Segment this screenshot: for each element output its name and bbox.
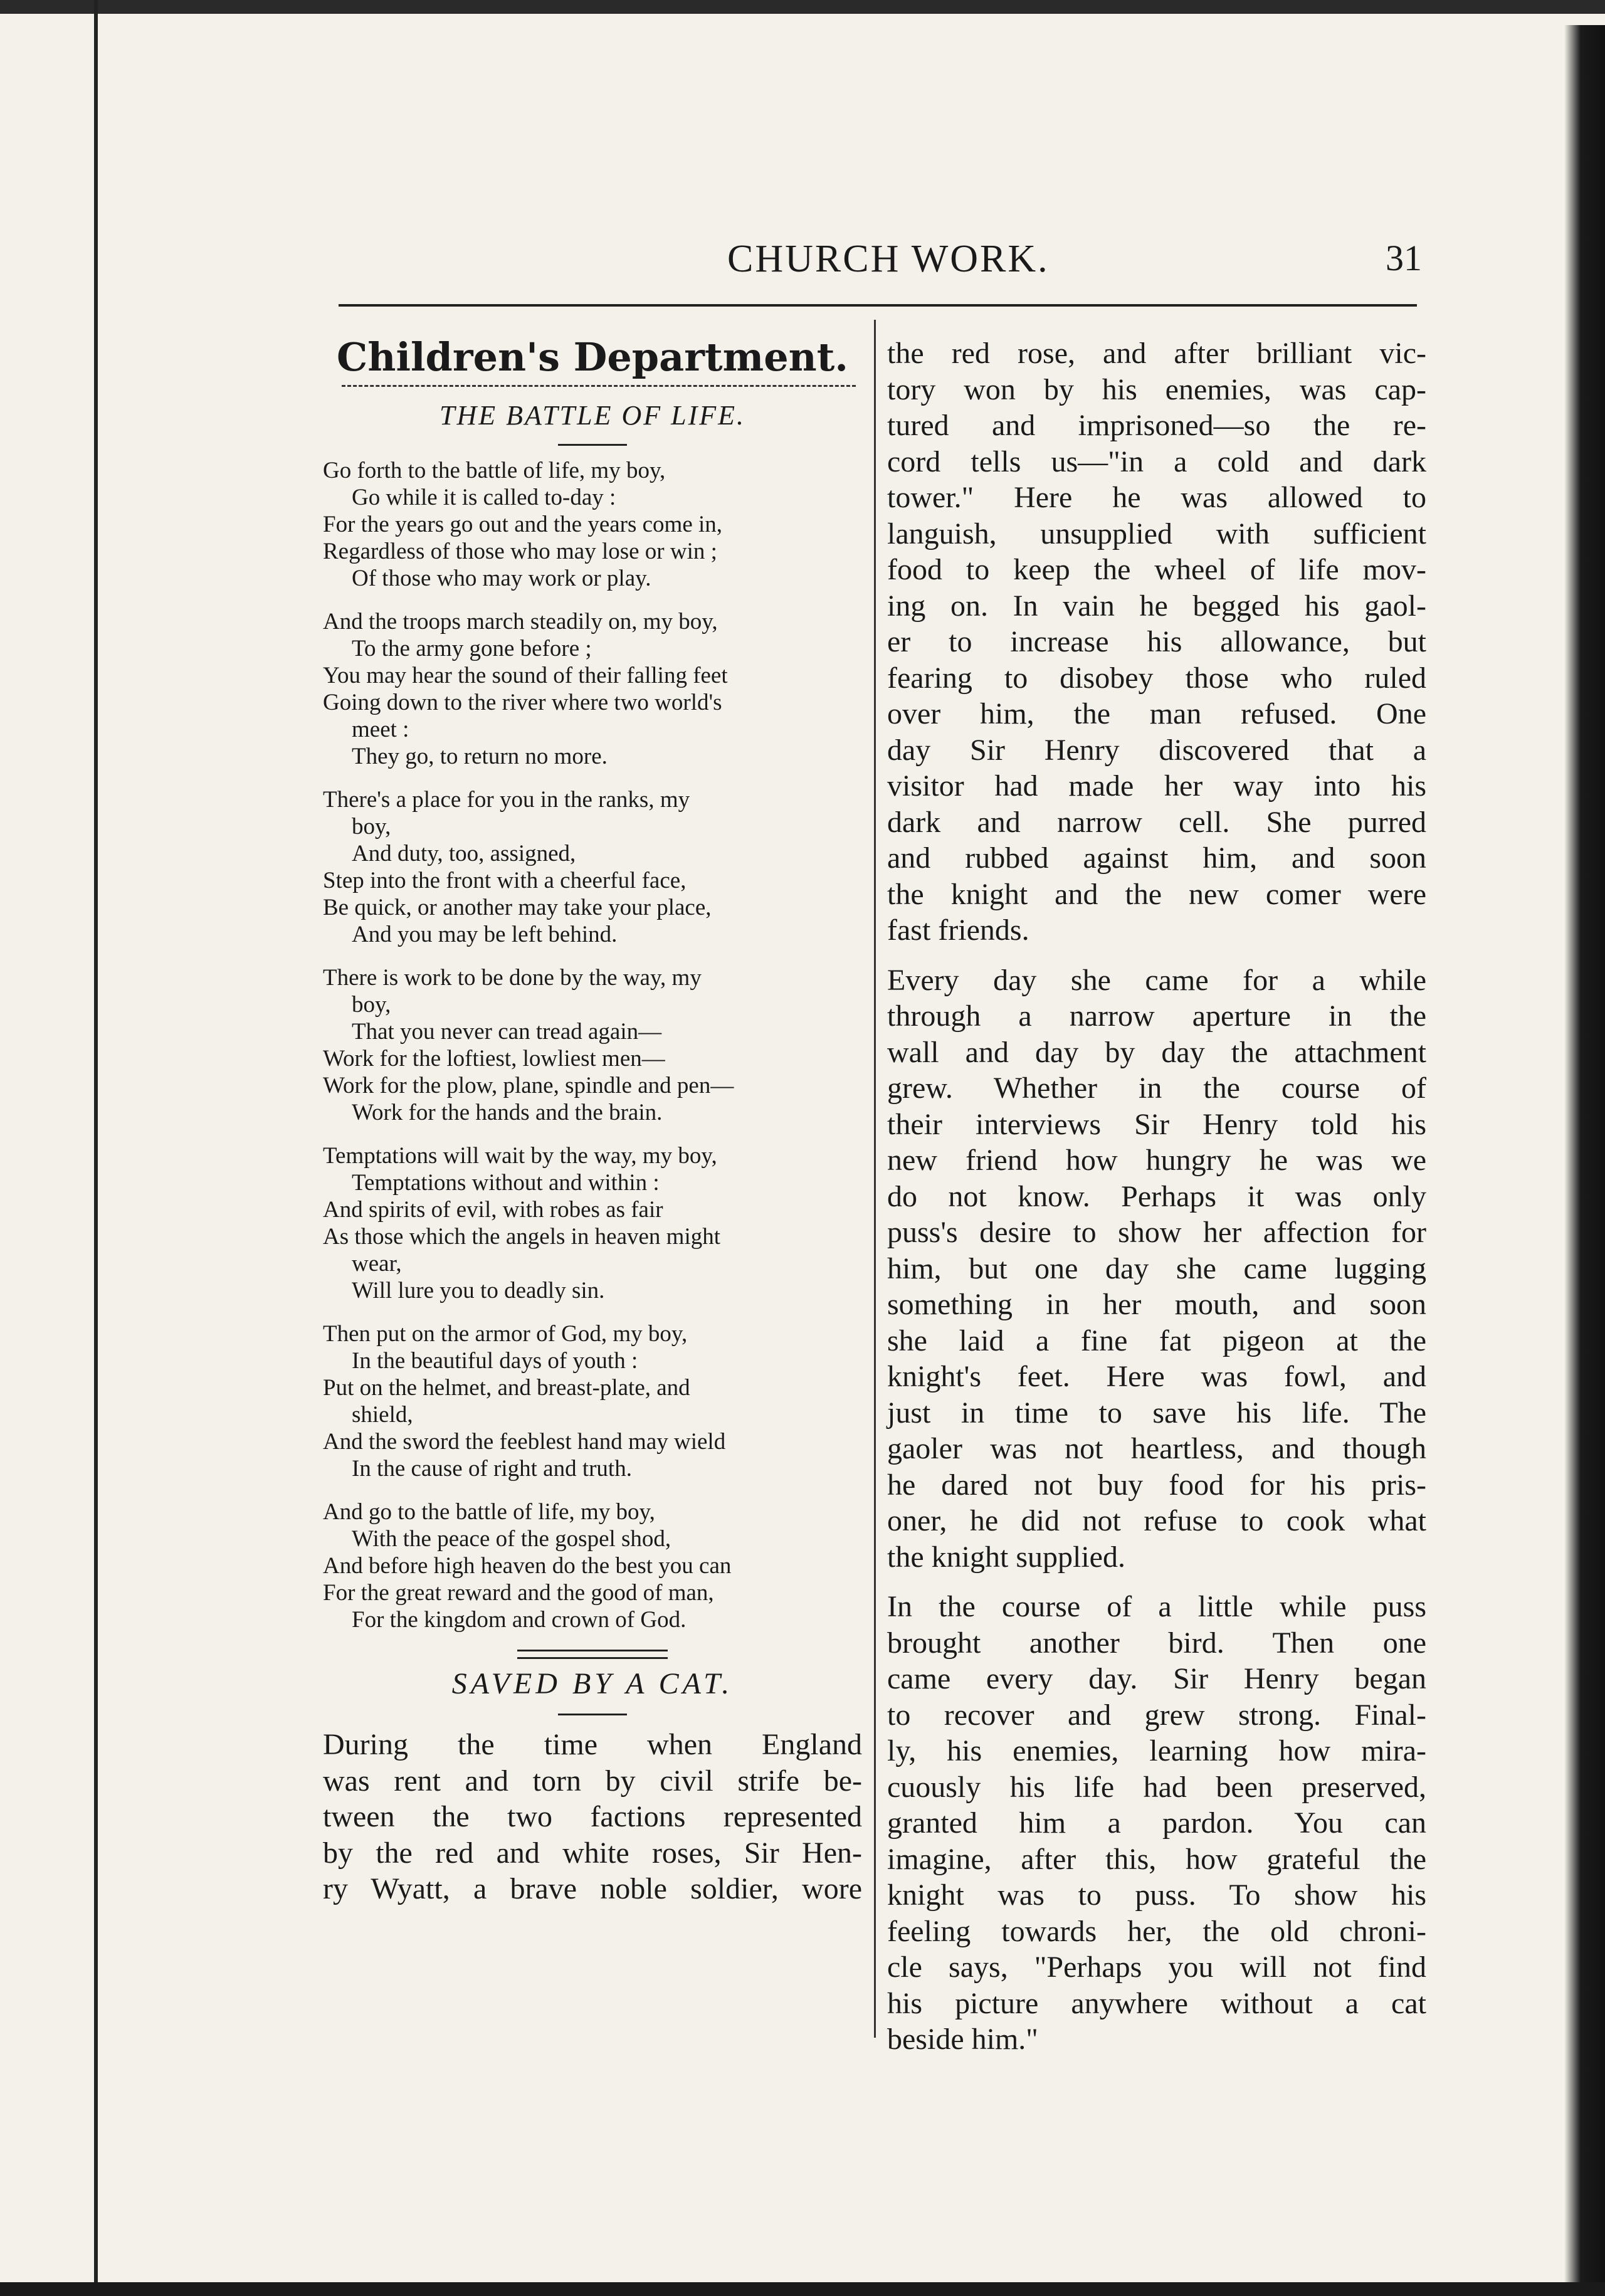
story-paragraph-3 (887, 1589, 1426, 2058)
section-double-rule (517, 1650, 668, 1659)
story-line: just in time to save his life. The (887, 1396, 1426, 1430)
poem-line: And go to the battle of life, my boy, (323, 1499, 655, 1525)
story-line: cuously his life had been preserved, (887, 1770, 1426, 1804)
story-line: grew. Whether in the course of (887, 1072, 1426, 1105)
story-line: came every day. Sir Henry began (887, 1662, 1426, 1695)
column-divider (874, 320, 876, 2038)
poem-line: Be quick, or another may take your place, (323, 895, 712, 920)
poem-line: Then put on the armor of God, my boy, (323, 1321, 688, 1347)
scan-top-edge (0, 0, 1605, 14)
story-line: ry Wyatt, a brave noble soldier, wore (323, 1872, 862, 1905)
poem-line: In the cause of right and truth. (352, 1456, 632, 1482)
poem-line: As those which the angels in heaven might (323, 1224, 721, 1250)
story-line: puss's desire to show her affection for (887, 1216, 1426, 1249)
story-line: by the red and white roses, Sir Hen- (323, 1836, 862, 1870)
story-line: his picture anywhere without a cat (887, 1986, 1426, 2020)
poem-line: And before high heaven do the best you can (323, 1553, 732, 1579)
story-line: the red rose, and after brilliant vic- (887, 337, 1426, 370)
poem-line: shield, (352, 1402, 413, 1428)
story-line: cle says, "Perhaps you will not find (887, 1951, 1426, 1984)
poem-line: Of those who may work or play. (352, 566, 651, 591)
story-line: knight's feet. Here was fowl, and (887, 1360, 1426, 1393)
poem-body (323, 457, 862, 1633)
poem-line: And spirits of evil, with robes as fair (323, 1197, 663, 1223)
poem-line: Temptations without and within : (352, 1170, 660, 1196)
right-column (887, 335, 1426, 2058)
poem-line: Step into the front with a cheerful face, (323, 868, 687, 893)
story-line: to recover and grew strong. Final- (887, 1698, 1426, 1732)
poem-line: There's a place for you in the ranks, my (323, 787, 690, 813)
story-line: she laid a fine fat pigeon at the (887, 1324, 1426, 1357)
poem-line: For the years go out and the years come in, (323, 512, 723, 537)
poem-line: With the peace of the gospel shod, (352, 1526, 671, 1552)
poem-line: boy, (352, 814, 391, 840)
poem-line: And the sword the feeblest hand may wield (323, 1429, 726, 1455)
poem-line: meet : (352, 717, 409, 742)
story-line: ing on. In vain he begged his gaol- (887, 589, 1426, 623)
page-number: 31 (1386, 238, 1422, 278)
left-column (323, 332, 862, 1907)
story-paragraph-1 (887, 335, 1426, 949)
story-line: gaoler was not heartless, and though (887, 1432, 1426, 1465)
poem-line: Work for the plow, plane, spindle and pen— (323, 1073, 734, 1098)
story-line: their interviews Sir Henry told his (887, 1107, 1426, 1141)
poem-stanza (323, 608, 862, 770)
story-paragraph-2 (887, 962, 1426, 1576)
poem-stanza (323, 1142, 862, 1304)
story-line: During the time when England (323, 1728, 862, 1761)
story-line: ly, his enemies, learning how mira- (887, 1734, 1426, 1767)
story-line: granted him a pardon. You can (887, 1806, 1426, 1840)
poem-line: Go forth to the battle of life, my boy, (323, 458, 666, 483)
poem-line: Regardless of those who may lose or win ; (323, 539, 717, 564)
story-line: the knight supplied. (887, 1540, 1125, 1574)
story-line: and rubbed against him, and soon (887, 841, 1426, 875)
story-line: knight was to puss. To show his (887, 1878, 1426, 1912)
story-line: something in her mouth, and soon (887, 1288, 1426, 1321)
poem-line: They go, to return no more. (352, 744, 608, 769)
story-line: er to increase his allowance, but (887, 625, 1426, 658)
poem-line: wear, (352, 1251, 402, 1277)
poem-line: And the troops march steadily on, my boy, (323, 609, 718, 635)
story-line: dark and narrow cell. She purred (887, 805, 1426, 839)
poem-line: Will lure you to deadly sin. (352, 1278, 605, 1303)
story-line: brought another bird. Then one (887, 1626, 1426, 1660)
story-line: tured and imprisoned—so the re- (887, 409, 1426, 442)
story-line: through a narrow aperture in the (887, 999, 1426, 1033)
poem-line: To the army gone before ; (352, 636, 592, 661)
story-line: day Sir Henry discovered that a (887, 733, 1426, 767)
story-line: tween the two factions represented (323, 1800, 862, 1833)
department-rule (342, 385, 856, 387)
poem-line: You may hear the sound of their falling feet (323, 663, 728, 688)
scan-left-margin-rule (94, 0, 98, 2296)
header-rule (339, 304, 1417, 307)
poem-line: Going down to the river where two world's (323, 690, 722, 715)
story-line: was rent and torn by civil strife be- (323, 1764, 862, 1798)
story-line: fearing to disobey those who ruled (887, 661, 1426, 695)
story-line: wall and day by day the attachment (887, 1035, 1426, 1069)
poem-line: Go while it is called to-day : (352, 485, 616, 510)
story-left-text (323, 1727, 862, 1907)
poem-stanza (323, 1320, 862, 1482)
poem-line: In the beautiful days of youth : (352, 1348, 638, 1374)
department-title: Children's Department. (337, 334, 848, 380)
story-line: cord tells us—"in a cold and dark (887, 445, 1426, 478)
poem-stanza (323, 457, 862, 592)
story-line: he dared not buy food for his pris- (887, 1468, 1426, 1502)
poem-line: And duty, too, assigned, (352, 841, 576, 866)
story-line: visitor had made her way into his (887, 769, 1426, 803)
poem-stanza (323, 786, 862, 948)
poem-line: For the kingdom and crown of God. (352, 1607, 687, 1633)
poem-stanza (323, 964, 862, 1126)
story-line: imagine, after this, how grateful the (887, 1842, 1426, 1876)
story-line: fast friends. (887, 914, 1029, 947)
story-line: In the course of a little while puss (887, 1590, 1426, 1623)
poem-line: There is work to be done by the way, my (323, 965, 702, 991)
story-line: Every day she came for a while (887, 963, 1426, 997)
story-line: him, but one day she came lugging (887, 1251, 1426, 1285)
poem-title: THE BATTLE OF LIFE. (439, 400, 746, 431)
story-title: SAVED BY A CAT. (451, 1667, 734, 1700)
poem-stanza (323, 1498, 862, 1633)
story-line: do not know. Perhaps it was only (887, 1179, 1426, 1213)
poem-line: For the great reward and the good of man, (323, 1580, 714, 1606)
scan-bottom-edge (0, 2282, 1605, 2296)
running-head (339, 237, 1567, 287)
poem-title-rule (558, 444, 627, 446)
poem-line: boy, (352, 992, 391, 1018)
poem-line: Temptations will wait by the way, my boy, (323, 1143, 717, 1169)
story-line: food to keep the wheel of life mov- (887, 553, 1426, 586)
story-line: oner, he did not refuse to cook what (887, 1504, 1426, 1537)
running-title: CHURCH WORK. (727, 238, 1050, 280)
story-line: the knight and the new comer were (887, 877, 1426, 911)
story-line: new friend how hungry he was we (887, 1144, 1426, 1177)
scan-right-edge (1564, 25, 1605, 2282)
poem-line: Work for the loftiest, lowliest men— (323, 1046, 665, 1072)
story-title-rule (558, 1714, 627, 1715)
poem-line: And you may be left behind. (352, 922, 618, 947)
poem-line: Put on the helmet, and breast-plate, and (323, 1375, 690, 1401)
story-line: over him, the man refused. One (887, 697, 1426, 730)
story-line: tory won by his enemies, was cap- (887, 372, 1426, 406)
story-line: feeling towards her, the old chroni- (887, 1914, 1426, 1948)
story-line: tower." Here he was allowed to (887, 481, 1426, 514)
story-line: beside him." (887, 2023, 1038, 2056)
poem-line: That you never can tread again— (352, 1019, 662, 1045)
poem-line: Work for the hands and the brain. (352, 1100, 663, 1125)
story-line: languish, unsupplied with sufficient (887, 517, 1426, 550)
